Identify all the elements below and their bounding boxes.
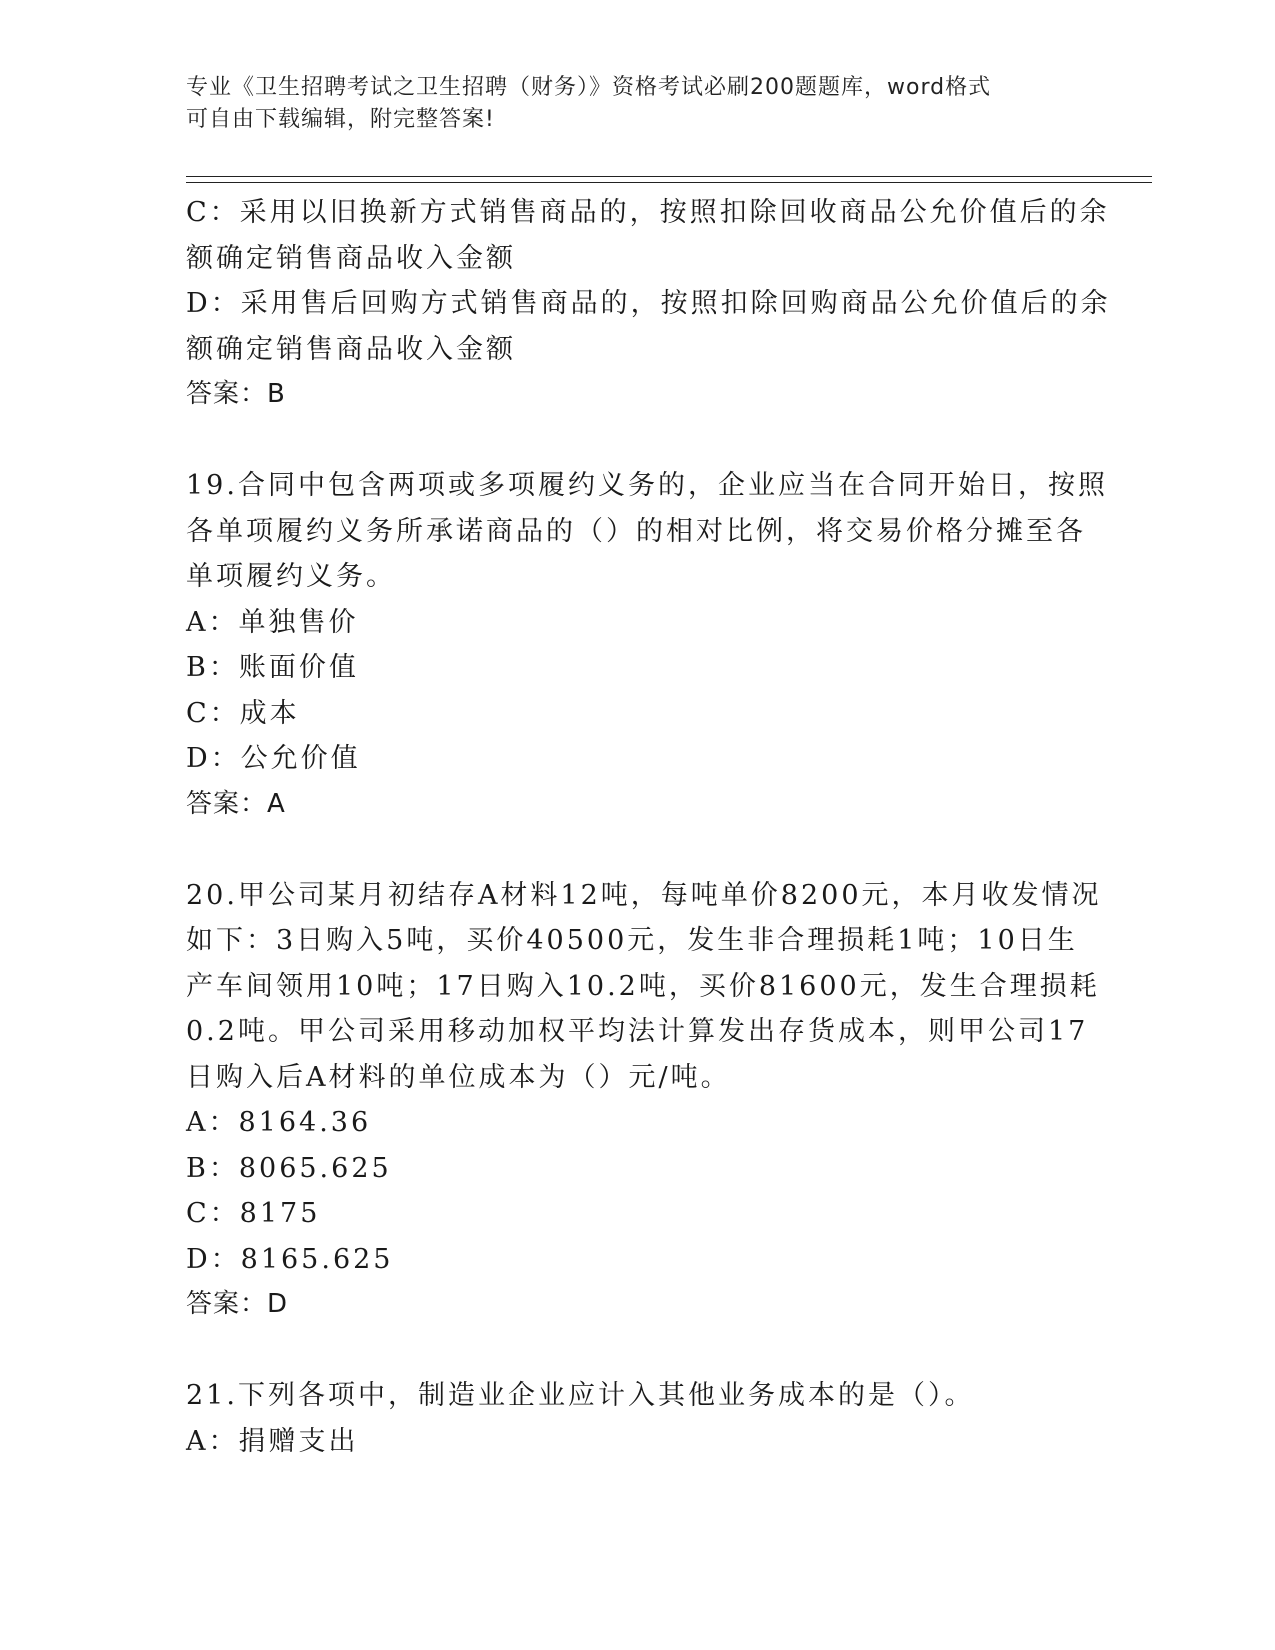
option-d-line-2: 额确定销售商品收入金额 [186, 333, 516, 365]
question-20-option-c: C：8175 [186, 1198, 321, 1229]
answer-18: 答案：B [186, 379, 286, 409]
answer-19: 答案：A [186, 788, 286, 819]
header-line-2: 可自由下载编辑，附完整答案! [186, 107, 495, 132]
question-20-stem-4: 0.2吨。甲公司采用移动加权平均法计算发出存货成本，则甲公司17 [186, 1016, 1089, 1047]
question-19-option-b: B：账面价值 [186, 652, 359, 683]
answer-20: 答案：D [186, 1289, 289, 1319]
question-21 [186, 1373, 1086, 1464]
question-20-option-a: A：8164.36 [186, 1107, 372, 1138]
spacer [186, 418, 1086, 464]
question-content [186, 190, 1111, 1464]
option-c-line-2: 额确定销售商品收入金额 [186, 242, 516, 274]
question-19-option-c: C：成本 [186, 697, 300, 729]
question-20-option-b: B：8065.625 [186, 1152, 392, 1184]
question-21-stem-1: 21.下列各项中，制造业企业应计入其他业务成本的是（）。 [186, 1380, 975, 1411]
question-20 [186, 873, 1102, 1328]
question-20-stem-3: 产车间领用10吨；17日购入10.2吨，买价81600元，发生合理损耗 [186, 970, 1100, 1002]
option-c-line-1: C：采用以旧换新方式销售商品的，按照扣除回收商品公允价值后的余 [186, 197, 1110, 228]
question-19-option-a: A：单独售价 [186, 606, 359, 638]
question-18-tail [186, 190, 1111, 418]
header-line-1: 专业《卫生招聘考试之卫生招聘（财务）》资格考试必刷200题题库，word格式 [186, 75, 992, 100]
header-divider-bottom [186, 182, 1152, 183]
question-20-stem-5: 日购入后A材料的单位成本为（）元/吨。 [186, 1061, 731, 1093]
question-19-stem-3: 单项履约义务。 [186, 561, 396, 592]
question-20-option-d: D：8165.625 [186, 1243, 394, 1275]
question-20-stem-1: 20.甲公司某月初结存A材料12吨，每吨单价8200元，本月收发情况 [186, 879, 1102, 911]
question-21-option-a: A：捐赠支出 [186, 1425, 359, 1457]
question-19 [186, 463, 1108, 827]
spacer [186, 827, 1086, 873]
question-19-stem-2: 各单项履约义务所承诺商品的（）的相对比例，将交易价格分摊至各 [186, 515, 1086, 547]
question-19-option-d: D：公允价值 [186, 743, 361, 774]
question-19-stem-1: 19.合同中包含两项或多项履约义务的，企业应当在合同开始日，按照 [186, 470, 1108, 501]
spacer [186, 1328, 1086, 1374]
header-divider-top [186, 176, 1152, 177]
option-d-line-1: D：采用售后回购方式销售商品的，按照扣除回购商品公允价值后的余 [186, 288, 1111, 319]
page-header [186, 72, 1066, 136]
question-20-stem-2: 如下：3日购入5吨，买价40500元，发生非合理损耗1吨；10日生 [186, 925, 1078, 956]
